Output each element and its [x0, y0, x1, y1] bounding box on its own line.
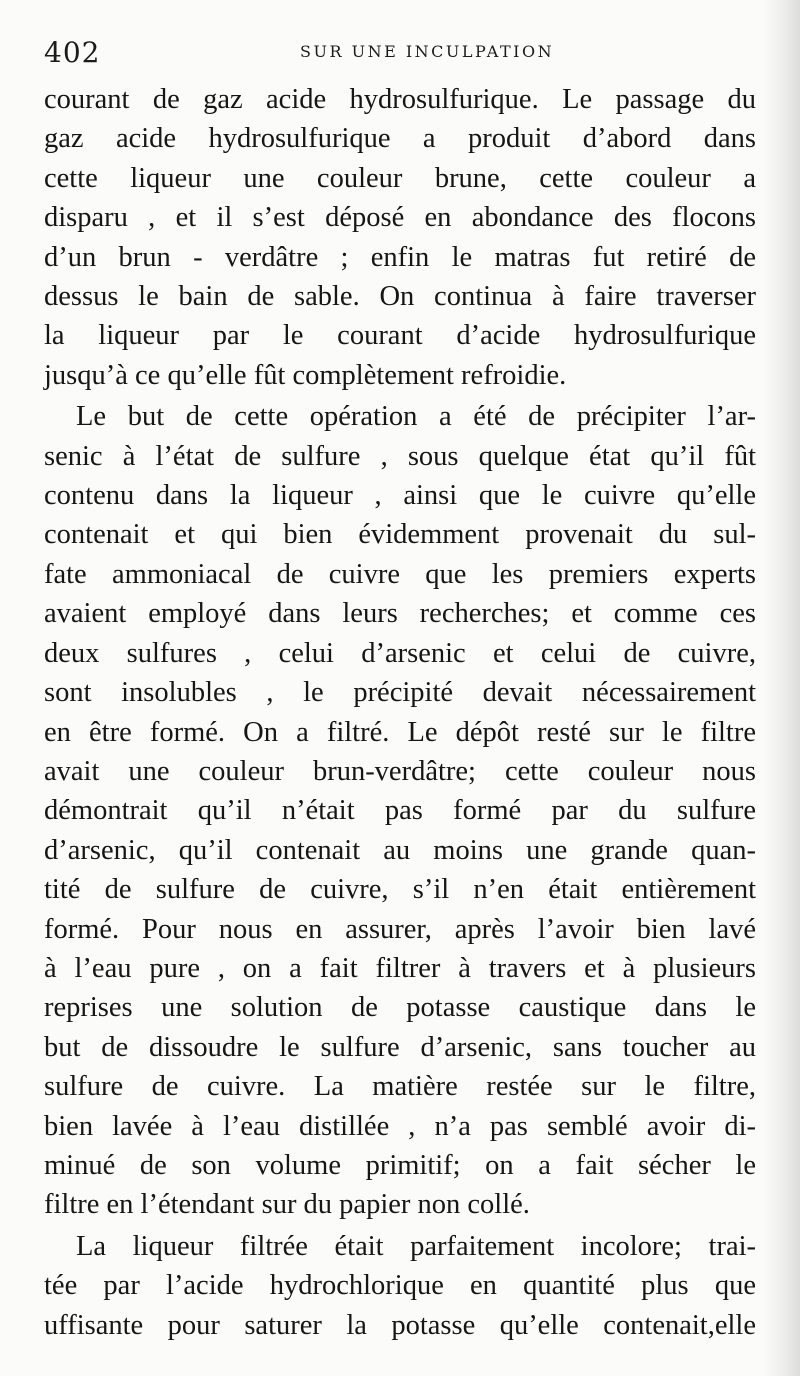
body-text [44, 80, 756, 1347]
text-line: la liqueur par le courant d’acide hydrosulfurique [44, 320, 756, 352]
text-line: avait une couleur brun-verdâtre; cette couleur nous [44, 755, 756, 787]
text-line: dessus le bain de sable. On continua à faire traverser [44, 281, 756, 313]
running-head: SUR UNE INCULPATION [300, 42, 555, 61]
text-line: à l’eau pure , on a fait filtrer à travers et à plusieurs [44, 952, 756, 984]
text-line: contenait et qui bien évidemment provenait du sul- [44, 519, 756, 551]
text-line: uffisante pour saturer la potasse qu’elle contenait,elle [44, 1309, 756, 1341]
page-number: 402 [44, 36, 101, 69]
text-line: en être formé. On a filtré. Le dépôt resté sur le filtre [44, 716, 756, 748]
text-line: senic à l’état de sulfure , sous quelque état qu’il fût [44, 440, 756, 472]
text-line: fate ammoniacal de cuivre que les premiers experts [44, 558, 756, 590]
text-line: formé. Pour nous en assurer, après l’avoir bien lavé [44, 913, 756, 945]
text-line: sont insolubles , le précipité devait nécessairement [44, 677, 756, 709]
text-line: deux sulfures , celui d’arsenic et celui de cuivre, [44, 637, 756, 669]
page-header [44, 28, 756, 68]
text-line: d’arsenic, qu’il contenait au moins une grande quan- [44, 834, 756, 866]
text-line: tité de sulfure de cuivre, s’il n’en était entièrement [44, 874, 756, 906]
text-line: but de dissoudre le sulfure d’arsenic, sans toucher au [44, 1031, 756, 1063]
text-line: minué de son volume primitif; on a fait sécher le [44, 1149, 756, 1181]
text-line: disparu , et il s’est déposé en abondance des flocons [44, 202, 756, 234]
text-line: contenu dans la liqueur , ainsi que le cuivre qu’elle [44, 480, 756, 512]
paragraph-2 [44, 397, 756, 1225]
text-line: démontrait qu’il n’était pas formé par du sulfure [44, 795, 756, 827]
text-line: La liqueur filtrée était parfaitement incolore; trai- [76, 1230, 756, 1262]
text-line: d’un brun - verdâtre ; enfin le matras fut retiré de [44, 241, 756, 273]
text-line: cette liqueur une couleur brune, cette couleur a [44, 162, 756, 194]
page-edge-shadow [762, 0, 800, 1376]
text-line: reprises une solution de potasse caustique dans le [44, 992, 756, 1024]
text-line: tée par l’acide hydrochlorique en quantité plus que [44, 1270, 756, 1302]
text-line: courant de gaz acide hydrosulfurique. Le passage du [44, 84, 756, 115]
paragraph-1 [44, 80, 756, 395]
text-line: gaz acide hydrosulfurique a produit d’abord dans [44, 123, 756, 155]
text-line: sulfure de cuivre. La matière restée sur le filtre, [44, 1071, 756, 1103]
text-line: bien lavée à l’eau distillée , n’a pas semblé avoir di- [44, 1110, 756, 1142]
text-line: avaient employé dans leurs recherches; et comme ces [44, 598, 756, 630]
text-line: Le but de cette opération a été de précipiter l’ar- [76, 401, 756, 433]
text-line: filtre en l’étendant sur du papier non collé. [44, 1189, 530, 1221]
paragraph-3 [44, 1227, 756, 1345]
text-line: jusqu’à ce qu’elle fût complètement refroidie. [44, 359, 567, 391]
